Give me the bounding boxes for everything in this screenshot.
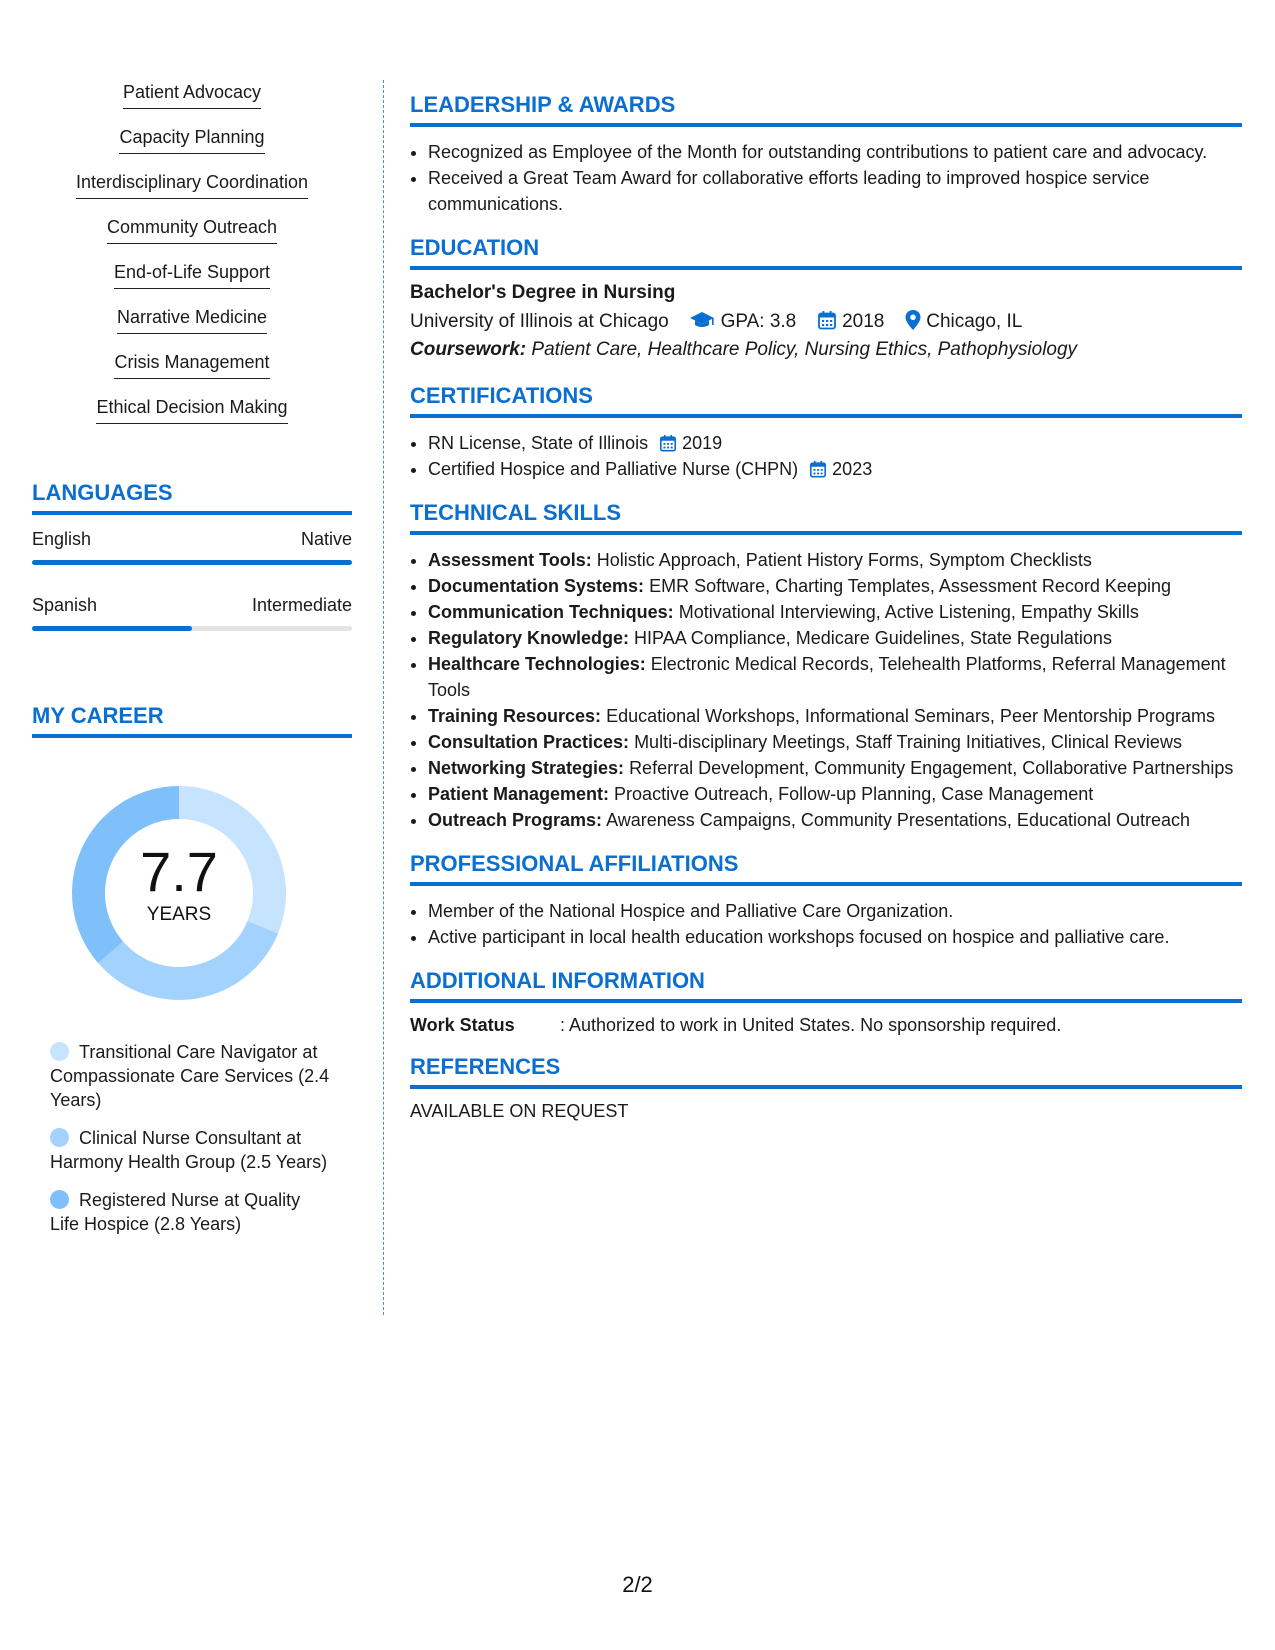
skill-tag: Patient Advocacy	[123, 82, 261, 109]
certification-year: 2019	[682, 433, 723, 453]
skill-tag: Interdisciplinary Coordination	[76, 172, 308, 199]
career-legend	[32, 1040, 352, 1236]
references-heading: REFERENCES	[410, 1054, 1242, 1089]
certifications-section	[410, 383, 1242, 482]
skill-tag: Capacity Planning	[119, 127, 264, 154]
skill-text: EMR Software, Charting Templates, Assessment Record Keeping	[649, 576, 1171, 596]
technical-skills-section	[410, 500, 1242, 833]
certifications-heading: CERTIFICATIONS	[410, 383, 1242, 418]
career-legend-item	[50, 1126, 330, 1174]
coursework-label: Coursework:	[410, 339, 527, 360]
list-item	[428, 625, 1242, 651]
list-item	[428, 755, 1242, 781]
degree-title: Bachelor's Degree in Nursing	[410, 282, 676, 303]
skill-text: Referral Development, Community Engagement, Collaborative Partnerships	[629, 758, 1234, 778]
list-item: • Member of the National Hospice and Palliative Care Organization.	[428, 898, 1242, 924]
career-total-value: 7.7	[140, 840, 218, 903]
career-total-unit: YEARS	[146, 904, 212, 925]
skill-text: Educational Workshops, Informational Seminars, Peer Mentorship Programs	[606, 706, 1216, 726]
legend-dot	[50, 1190, 69, 1209]
language-bar	[32, 626, 352, 631]
list-item	[428, 573, 1242, 599]
career-legend-label: Transitional Care Navigator at Compassionate Care Services (2.4 Years)	[50, 1042, 330, 1110]
certification-year: 2023	[832, 459, 873, 479]
language-item	[32, 529, 352, 565]
language-name: Spanish	[32, 595, 98, 615]
leadership-list	[410, 139, 1242, 217]
leadership-section	[410, 92, 1242, 217]
legend-dot	[50, 1128, 69, 1147]
career-legend-label: Registered Nurse at Quality Life Hospice (2.8 Years)	[50, 1190, 301, 1234]
languages-heading: LANGUAGES	[32, 480, 352, 515]
calendar-icon	[809, 460, 827, 478]
technical-skills-list	[410, 547, 1242, 833]
leadership-heading: LEADERSHIP & AWARDS	[410, 92, 1242, 127]
page-number: 2/2	[622, 1572, 653, 1597]
list-item	[428, 807, 1242, 833]
list-item	[428, 651, 1242, 703]
skill-text: Proactive Outreach, Follow-up Planning, Case Management	[614, 784, 1094, 804]
work-status-value: : Authorized to work in United States. No sponsorship required.	[560, 1015, 1062, 1035]
languages-section	[32, 480, 352, 631]
list-item	[428, 456, 1242, 482]
list-item	[428, 547, 1242, 573]
technical-skills-heading: TECHNICAL SKILLS	[410, 500, 1242, 535]
list-item: • Received a Great Team Award for collaborative efforts leading to improved hospice service communications.	[428, 165, 1242, 217]
skill-tag: Crisis Management	[114, 352, 269, 379]
career-heading: MY CAREER	[32, 703, 352, 738]
education-details	[410, 310, 1242, 333]
column-divider	[383, 80, 384, 1315]
affiliations-list	[410, 898, 1242, 950]
work-status-row	[410, 1015, 1242, 1036]
education-section	[410, 235, 1242, 361]
language-bar	[32, 560, 352, 565]
skill-label: Outreach Programs:	[428, 810, 603, 830]
skill-label: Regulatory Knowledge:	[428, 628, 630, 648]
skill-label: Networking Strategies:	[428, 758, 625, 778]
references-text: AVAILABLE ON REQUEST	[410, 1101, 629, 1121]
affiliations-section	[410, 851, 1242, 950]
skill-label: Training Resources:	[428, 706, 602, 726]
skill-tag: Narrative Medicine	[117, 307, 267, 334]
skill-tag: Ethical Decision Making	[96, 397, 287, 424]
list-item	[428, 729, 1242, 755]
certification-name: Certified Hospice and Palliative Nurse (CHPN)	[428, 459, 799, 479]
calendar-icon	[659, 434, 677, 452]
affiliations-heading: PROFESSIONAL AFFILIATIONS	[410, 851, 1242, 886]
skill-label: Communication Techniques:	[428, 602, 674, 622]
career-legend-item	[50, 1188, 330, 1236]
career-legend-label: Clinical Nurse Consultant at Harmony Health Group (2.5 Years)	[50, 1128, 328, 1172]
work-status-label: Work Status	[410, 1015, 515, 1035]
skill-text: Motivational Interviewing, Active Listening, Empathy Skills	[678, 602, 1139, 622]
graduation-cap-icon	[689, 310, 715, 330]
skill-label: Patient Management:	[428, 784, 610, 804]
skill-text: Holistic Approach, Patient History Forms, Symptom Checklists	[596, 550, 1092, 570]
certifications-list	[410, 430, 1242, 482]
career-section	[32, 703, 352, 1236]
legend-dot	[50, 1042, 69, 1061]
gpa: GPA: 3.8	[720, 311, 797, 332]
skill-label: Healthcare Technologies:	[428, 654, 646, 674]
language-level: Native	[300, 529, 352, 549]
language-item	[32, 595, 352, 631]
skill-text: HIPAA Compliance, Medicare Guidelines, State Regulations	[634, 628, 1112, 648]
right-column	[410, 92, 1242, 1140]
career-donut	[66, 780, 292, 1006]
language-name: English	[32, 529, 92, 549]
references-section	[410, 1054, 1242, 1122]
list-item	[428, 599, 1242, 625]
coursework	[410, 339, 1242, 361]
skill-label: Assessment Tools:	[428, 550, 592, 570]
school-location: Chicago, IL	[926, 311, 1023, 332]
skill-tag: Community Outreach	[107, 217, 277, 244]
skill-label: Consultation Practices:	[428, 732, 630, 752]
list-item	[428, 430, 1242, 456]
list-item	[428, 703, 1242, 729]
skills-list	[32, 82, 352, 442]
additional-info-heading: ADDITIONAL INFORMATION	[410, 968, 1242, 1003]
career-legend-item	[50, 1040, 330, 1112]
skill-label: Documentation Systems:	[428, 576, 645, 596]
list-item: • Recognized as Employee of the Month for outstanding contributions to patient care and advocacy.	[428, 139, 1242, 165]
calendar-icon	[817, 310, 837, 330]
graduation-year: 2018	[842, 311, 885, 332]
list-item	[428, 781, 1242, 807]
language-level: Intermediate	[251, 595, 352, 615]
skill-text: Awareness Campaigns, Community Presentations, Educational Outreach	[606, 810, 1191, 830]
skill-text: Electronic Medical Records, Telehealth Platforms, Referral Management Tools	[428, 654, 1226, 700]
list-item: • Active participant in local health education workshops focused on hospice and palliative care.	[428, 924, 1242, 950]
certification-name: RN License, State of Illinois	[428, 433, 649, 453]
skill-tag: End-of-Life Support	[114, 262, 270, 289]
education-heading: EDUCATION	[410, 235, 1242, 270]
language-bar-fill	[32, 626, 192, 631]
left-column	[32, 82, 352, 1250]
language-bar-fill	[32, 560, 352, 565]
coursework-list: Patient Care, Healthcare Policy, Nursing Ethics, Pathophysiology	[531, 339, 1078, 360]
school-name: University of Illinois at Chicago	[410, 311, 669, 332]
additional-info-section	[410, 968, 1242, 1036]
location-pin-icon	[905, 310, 921, 330]
skill-text: Multi-disciplinary Meetings, Staff Training Initiatives, Clinical Reviews	[634, 732, 1182, 752]
